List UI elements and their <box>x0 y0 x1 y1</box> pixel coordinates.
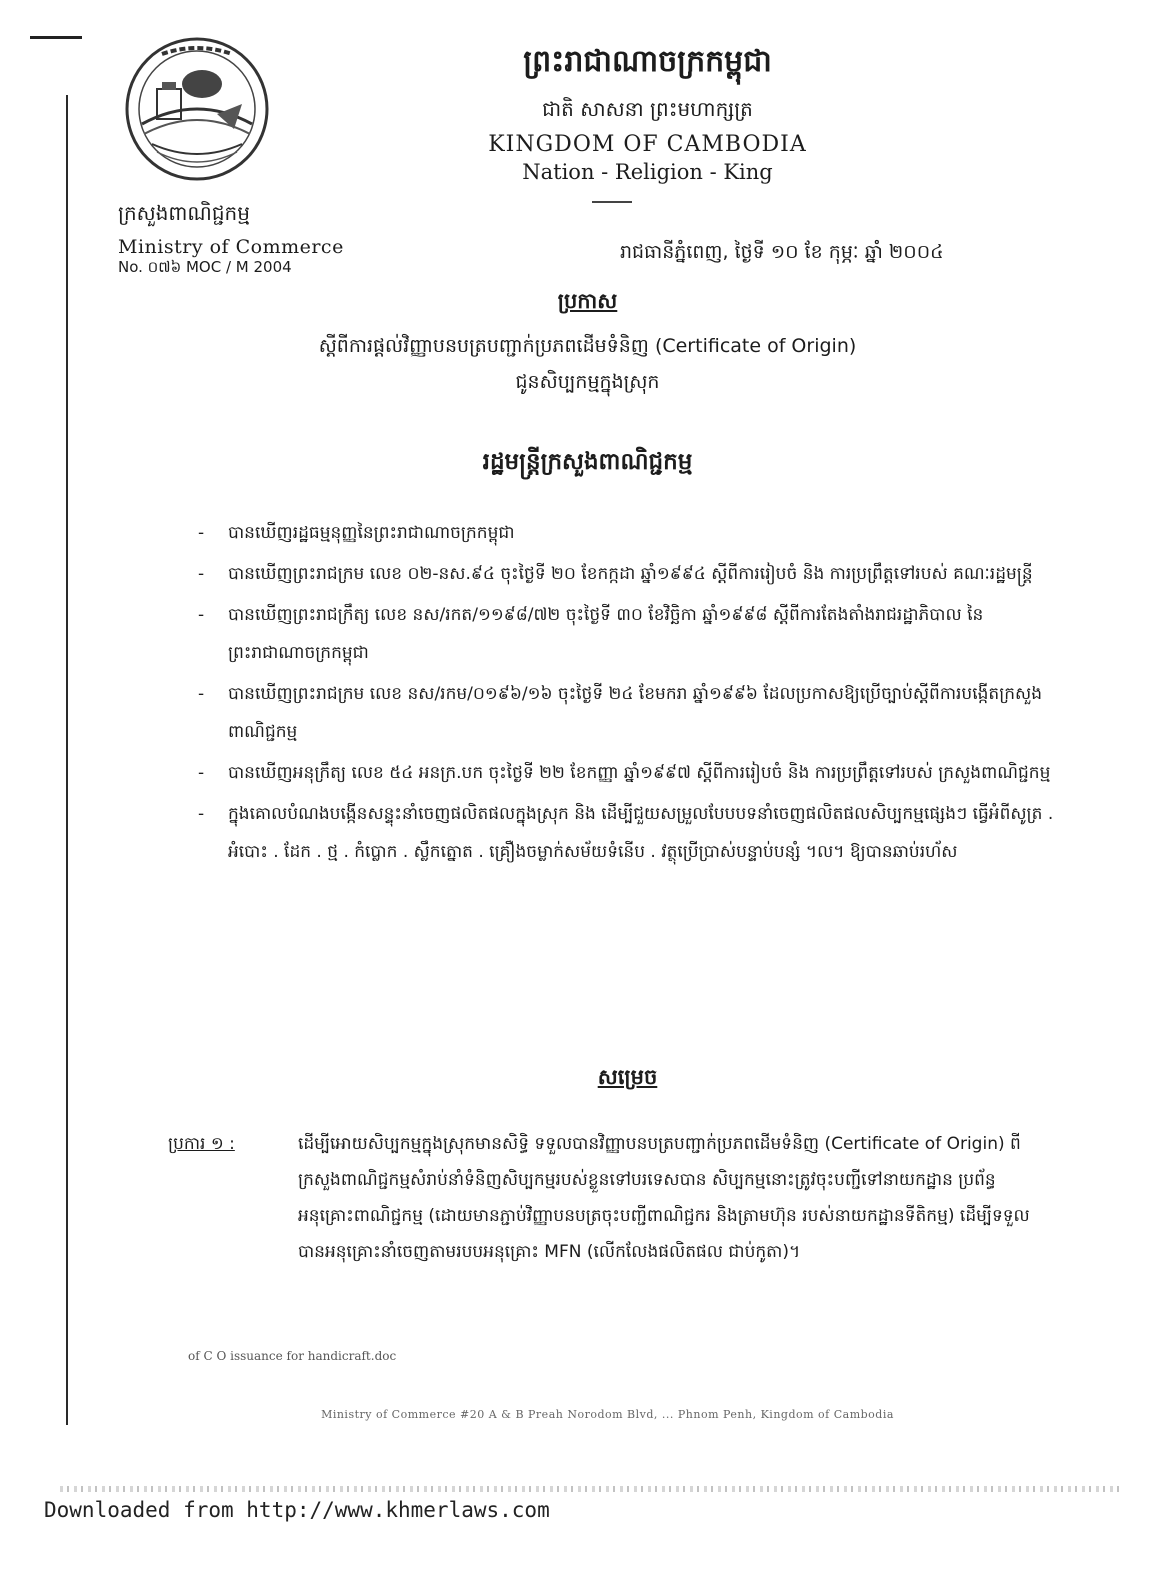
issuing-authority: រដ្ឋមន្ត្រីក្រសួងពាណិជ្ជកម្ម <box>482 449 693 475</box>
document-type <box>0 288 1175 319</box>
article-1 <box>168 1126 1048 1270</box>
list-item: - បានឃើញរដ្ឋធម្មនុញ្ញនៃព្រះរាជាណាចក្រកម្ពុជា <box>198 523 515 543</box>
consideration-text: ក្នុងគោលបំណងបង្កើនសន្ទុះនាំចេញផលិតផលក្នុងស្រុក និង ដើម្បីជួយសម្រួលបែបបទនាំចេញផលិតផលសិប្បកម្មផ្សេងៗ ធ្វើអំពីសូត្រ . អំបោះ . ដែក . ថ្ម . កំប្លោក . ស្លឹកត្នោត . គ្រឿងចម្លាក់សម័យទំនើប . វត្ថុប្រើប្រាស់បន្ទាប់បន្សំ ។ល។ ឱ្យបានឆាប់រហ័ស <box>228 804 1054 862</box>
ministry-name-en: Ministry of Commerce <box>118 236 344 258</box>
article-text: ដើម្បីអោយសិប្បកម្មក្នុងស្រុកមានសិទ្ធិ ទទួលបានវិញ្ញាបនបត្របញ្ជាក់ប្រភពដើមទំនិញ (Certificate of Origin) ពីក្រសួងពាណិជ្ជកម្មសំរាប់នាំទំនិញសិប្បកម្មរបស់ខ្លួនទៅបរទេសបាន សិប្បកម្មនោះត្រូវចុះបញ្ជីទៅនាយកដ្ឋាន ប្រព័ន្ធអនុគ្រោះពាណិជ្ជកម្ម (ដោយមានភ្ជាប់វិញ្ញាបនបត្រចុះបញ្ជីពាណិជ្ជករ និងត្រាមហ៊ុន របស់នាយកដ្ឋានទីតិកម្ម) ដើម្បីទទួលបានអនុគ្រោះនាំចេញតាមរបបអនុគ្រោះ MFN (លើកលែងផលិតផល ជាប់កូតា)។ <box>298 1134 1030 1262</box>
consideration-text: បានឃើញអនុក្រឹត្យ លេខ ៥៤ អនក្រ.បក ចុះថ្ងៃទី ២២ ខែកញ្ញា ឆ្នាំ១៩៩៧ ស្ដីពីការរៀបចំ និង ការប្រព្រឹត្តទៅរបស់ ក្រសួងពាណិជ្ជកម្ម <box>228 763 1051 783</box>
consideration-text: បានឃើញព្រះរាជក្រម លេខ ០២-នស.៩៤ ចុះថ្ងៃទី ២០ ខែកក្កដា ឆ្នាំ១៩៩៤ ស្ដីពីការរៀបចំ និង ការប្រព្រឹត្តទៅរបស់ គណៈរដ្ឋមន្ត្រី <box>228 564 1033 584</box>
consideration-text: បានឃើញរដ្ឋធម្មនុញ្ញនៃព្រះរាជាណាចក្រកម្ពុជា <box>228 523 515 543</box>
decision-heading <box>40 1064 1175 1095</box>
motto-kh: ជាតិ សាសនា ព្រះមហាក្សត្រ <box>542 97 753 121</box>
download-watermark: Downloaded from http://www.khmerlaws.com <box>44 1498 550 1522</box>
document-type-label: ប្រកាស <box>557 289 618 313</box>
list-item: - បានឃើញព្រះរាជក្រម លេខ ០២-នស.៩៤ ចុះថ្ងៃទី ២០ ខែកក្កដា ឆ្នាំ១៩៩៤ ស្ដីពីការរៀបចំ និង ការប្រព្រឹត្តទៅរបស់ គណៈរដ្ឋមន្ត្រី <box>198 564 1033 584</box>
list-item: - បានឃើញអនុក្រឹត្យ លេខ ៥៤ អនក្រ.បក ចុះថ្ងៃទី ២២ ខែកញ្ញា ឆ្នាំ១៩៩៧ ស្ដីពីការរៀបចំ និង ការប្រព្រឹត្តទៅរបស់ ក្រសួងពាណិជ្ជកម្ម <box>198 763 1051 783</box>
list-item: - បានឃើញព្រះរាជក្រឹត្យ លេខ នស/រកត/១១៩៨/៧២ ចុះថ្ងៃទី ៣០ ខែវិច្ឆិកា ឆ្នាំ១៩៩៨ ស្ដីពីការតែងតាំងរាជរដ្ឋាភិបាល នៃព្រះរាជាណាចក្រកម្ពុជា <box>198 605 984 663</box>
header-divider <box>592 201 632 203</box>
footer-address: Ministry of Commerce #20 A & B Preah Norodom Blvd, ... Phnom Penh, Kingdom of Cambodia <box>321 1408 894 1421</box>
subject-line-1: ស្ដីពីការផ្ដល់វិញ្ញាបនបត្របញ្ជាក់ប្រភពដើមទំនិញ (Certificate of Origin) <box>318 335 857 357</box>
consideration-text: បានឃើញព្រះរាជក្រម លេខ នស/រកម/០១៩៦/១៦ ចុះថ្ងៃទី ២៤ ខែមករា ឆ្នាំ១៩៩៦ ដែលប្រកាសឱ្យប្រើច្បាប់ស្ដីពីការបង្កើតក្រសួងពាណិជ្ជកម្ម <box>228 684 1043 742</box>
file-name: of C O issuance for handicraft.doc <box>188 1349 397 1363</box>
considerations-list <box>198 514 1060 874</box>
consideration-text: បានឃើញព្រះរាជក្រឹត្យ លេខ នស/រកត/១១៩៨/៧២ ចុះថ្ងៃទី ៣០ ខែវិច្ឆិកា ឆ្នាំ១៩៩៨ ស្ដីពីការតែងតាំងរាជរដ្ឋាភិបាល នៃព្រះរាជាណាចក្រកម្ពុជា <box>228 605 984 663</box>
subject-line-2: ជូនសិប្បកម្មក្នុងស្រុក <box>515 371 660 393</box>
issue-date: រាជធានីភ្នំពេញ, ថ្ងៃទី ១០ ខែ កុម្ភៈ ឆ្នាំ ២០០៤ <box>620 241 944 263</box>
decision-heading-label: សម្រេច <box>597 1065 658 1089</box>
motto-en: Nation - Religion - King <box>522 160 773 184</box>
list-item: - ក្នុងគោលបំណងបង្កើនសន្ទុះនាំចេញផលិតផលក្នុងស្រុក និង ដើម្បីជួយសម្រួលបែបបទនាំចេញផលិតផលសិប្បកម្មផ្សេងៗ ធ្វើអំពីសូត្រ . អំបោះ . ដែក . ថ្ម . កំប្លោក . ស្លឹកត្នោត . គ្រឿងចម្លាក់សម័យទំនើប . វត្ថុប្រើប្រាស់បន្ទាប់បន្សំ ។ល។ ឱ្យបានឆាប់រហ័ស <box>198 804 1054 862</box>
article-label <box>168 1126 298 1162</box>
scan-noise <box>60 1486 1120 1492</box>
scan-mark <box>30 36 82 39</box>
kingdom-title-en: KINGDOM OF CAMBODIA <box>488 132 807 157</box>
reference-number: No. ០៧៦ MOC / M 2004 <box>118 258 292 276</box>
article-label-text: ប្រការ ១ : <box>168 1134 235 1154</box>
ministry-name-kh: ក្រសួងពាណិជ្ជកម្ម <box>118 201 250 225</box>
list-item: - បានឃើញព្រះរាជក្រម លេខ នស/រកម/០១៩៦/១៦ ចុះថ្ងៃទី ២៤ ខែមករា ឆ្នាំ១៩៩៦ ដែលប្រកាសឱ្យប្រើច្បាប់ស្ដីពីការបង្កើតក្រសួងពាណិជ្ជកម្ម <box>198 684 1043 742</box>
kingdom-title-kh: ព្រះរាជាណាចក្រកម្ពុជា <box>523 44 772 79</box>
